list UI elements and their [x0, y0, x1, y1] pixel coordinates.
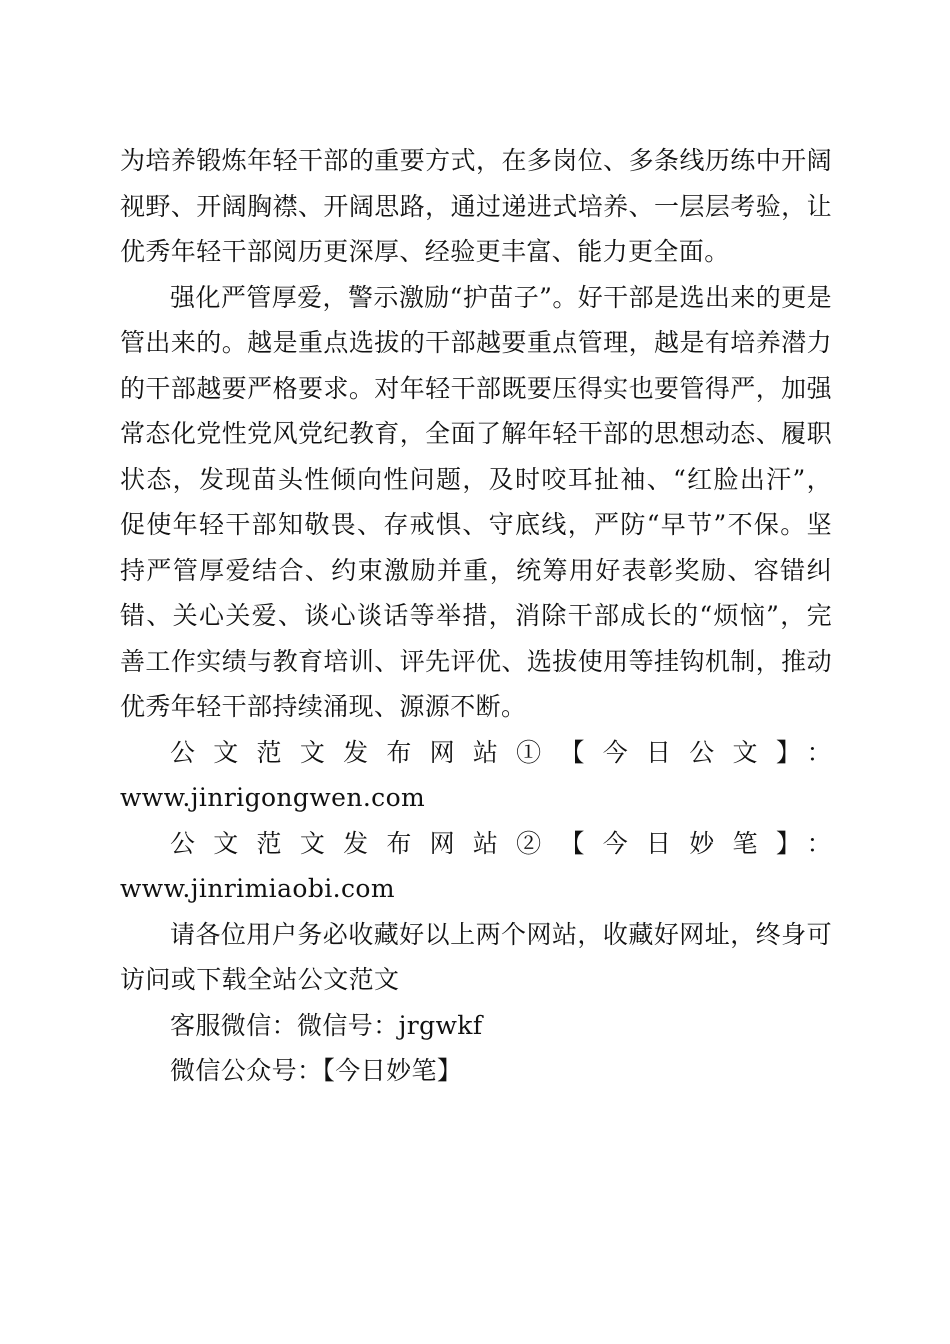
site1-url-text[interactable]: www.jinrigongwen.com	[120, 783, 426, 812]
paragraph-continuation: 为培养锻炼年轻干部的重要方式，在多岗位、多条线历练中开阔视野、开阔胸襟、开阔思路，通过递进式培养、一层层考验，让优秀年轻干部阅历更深厚、经验更丰富、能力更全面。	[120, 146, 832, 266]
site2-line	[120, 821, 832, 912]
wechat-official-account: 微信公众号：【今日妙笔】	[170, 1056, 463, 1085]
site2-url-text[interactable]: www.jinrimiaobi.com	[120, 874, 395, 903]
site2-label: 公文范文发布网站②【今日妙笔】：	[170, 828, 832, 858]
bookmark-notice: 请各位用户务必收藏好以上两个网站，收藏好网址，终身可访问或下载全站公文范文	[120, 919, 832, 994]
wechat-service: 客服微信：微信号：jrgwkf	[170, 1010, 483, 1040]
paragraph-strict-management: 强化严管厚爱，警示激励“护苗子”。好干部是选出来的更是管出来的。越是重点选拔的干部越要重点管理，越是有培养潜力的干部越要严格要求。对年轻干部既要压得实也要管得严，加强常态化党性党风党纪教育，全面了解年轻干部的思想动态、履职状态，发现苗头性倾向性问题，及时咬耳扯袖、“红脸出汗”，促使年轻干部知敬畏、存戒惧、守底线，严防“早节”不保。坚持严管厚爱结合、约束激励并重，统筹用好表彰奖励、容错纠错、关心关爱、谈心谈话等举措，消除干部成长的“烦恼”，完善工作实绩与教育培训、评先评优、选拔使用等挂钩机制，推动优秀年轻干部持续涌现、源源不断。	[120, 282, 832, 721]
site1-url	[120, 775, 832, 821]
document-body	[120, 138, 832, 1094]
site1-label: 公文范文发布网站①【今日公文】：	[170, 737, 832, 767]
